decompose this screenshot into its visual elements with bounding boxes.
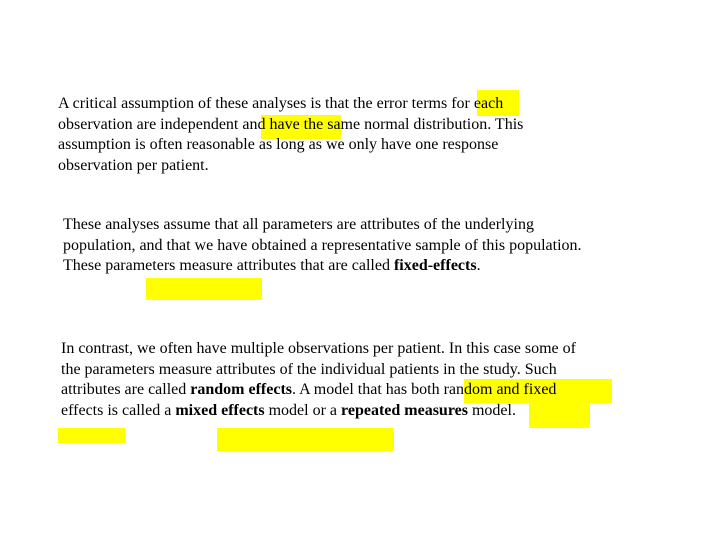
term-mixed-effects: mixed effects: [175, 401, 265, 419]
text-line: A critical assumption of these analyses is that the error terms for each: [58, 95, 504, 112]
text-segment: .: [476, 257, 481, 274]
text-line: [63, 256, 582, 277]
text-segment: model.: [467, 401, 516, 419]
text-line: assumption is often reasonable as long as we only have one response: [58, 136, 499, 153]
text-line: In contrast, we often have multiple observations per patient. In this case some of: [61, 340, 576, 357]
text-line: These analyses assume that all parameters are attributes of the underlying: [63, 216, 534, 233]
text-line: population, and that we have obtained a representative sample of this population.: [63, 236, 582, 254]
paragraph-fixed-effects: [63, 215, 582, 277]
text-line: observation are independent and have the same normal distribution. This: [58, 115, 524, 133]
text-line: observation per patient.: [58, 156, 209, 174]
text-segment: . A model that has both random and fixed: [292, 381, 557, 398]
text-line: [61, 380, 576, 401]
highlight-mixed-effects-underline: [217, 428, 394, 451]
term-repeated-measures: repeated measures: [341, 401, 468, 419]
term-random-effects: random effects: [190, 381, 293, 398]
highlight-fixed-effects-underline: [146, 278, 262, 300]
text-segment: model or a: [264, 401, 342, 419]
paragraph-mixed-effects: [61, 339, 576, 421]
text-segment: attributes are called: [61, 381, 191, 398]
text-line: the parameters measure attributes of the individual patients in the study. Such: [61, 360, 557, 378]
paragraph-independence-assumption: [58, 94, 523, 176]
term-fixed-effects: fixed-effects: [393, 257, 477, 274]
text-segment: effects is called a: [61, 401, 176, 419]
text-line: [61, 401, 576, 422]
text-segment: These parameters measure attributes that are called: [63, 257, 394, 274]
highlight-effects-underline: [58, 428, 125, 443]
